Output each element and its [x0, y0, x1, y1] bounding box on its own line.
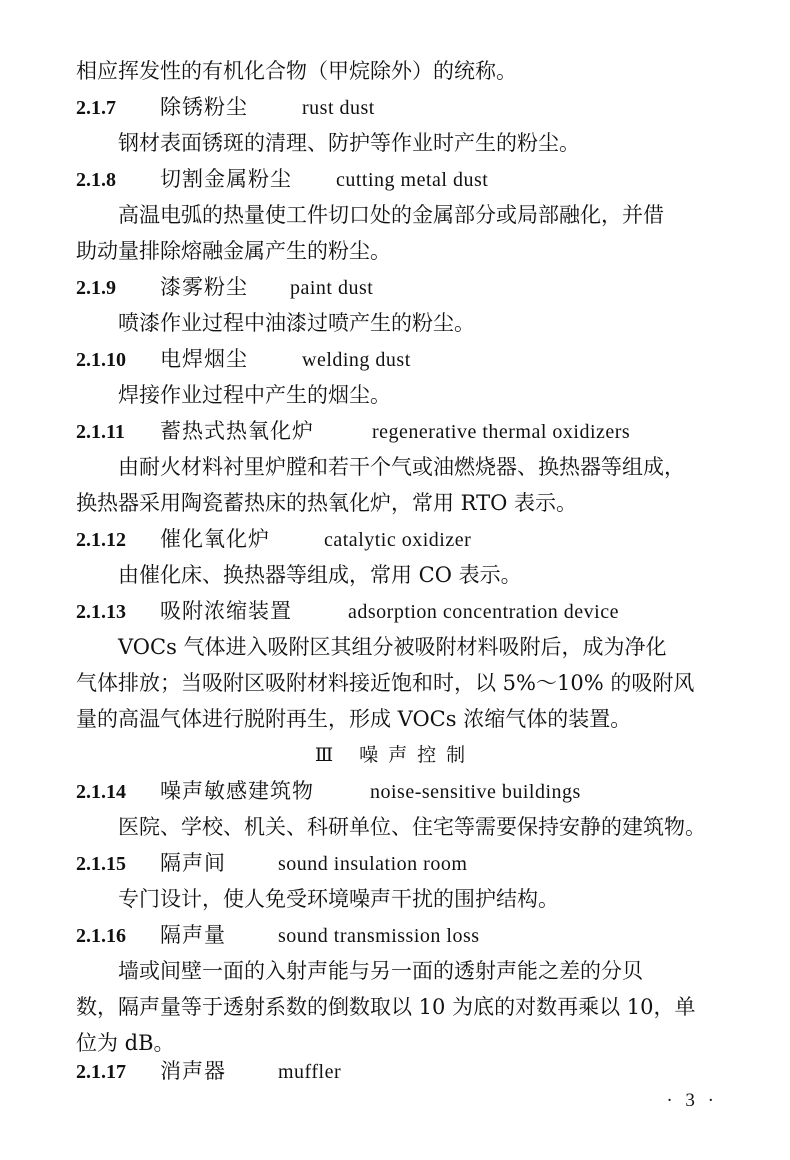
- term-heading: [0, 773, 790, 809]
- term-definition-line: 专门设计，使人免受环境噪声干扰的围护结构。: [118, 887, 559, 911]
- term-heading: [0, 1053, 790, 1089]
- term-definition-line: 高温电弧的热量使工件切口处的金属部分或局部融化，并借: [118, 203, 664, 227]
- term-chinese: 隔声量: [160, 923, 226, 947]
- term-heading: [0, 845, 790, 881]
- term-definition-line: 量的高温气体进行脱附再生，形成 VOCs 浓缩气体的装置。: [76, 707, 632, 731]
- term-definition-line: 换热器采用陶瓷蓄热床的热氧化炉，常用 RTO 表示。: [76, 491, 578, 515]
- term-chinese: 吸附浓缩装置: [160, 599, 292, 623]
- term-definition-line: 喷漆作业过程中油漆过喷产生的粉尘。: [118, 311, 475, 335]
- term-number: 2.1.15: [76, 853, 126, 875]
- term-number: 2.1.13: [76, 601, 126, 623]
- term-english: regenerative thermal oxidizers: [372, 421, 631, 443]
- term-chinese: 除锈粉尘: [160, 95, 248, 119]
- page-number: · 3 ·: [666, 1090, 718, 1111]
- term-chinese: 蓄热式热氧化炉: [160, 419, 314, 443]
- term-heading: [0, 413, 790, 449]
- term-definition-line: 墙或间壁一面的入射声能与另一面的透射声能之差的分贝: [118, 959, 643, 983]
- term-chinese: 隔声间: [160, 851, 226, 875]
- term-definition-line: 钢材表面锈斑的清理、防护等作业时产生的粉尘。: [118, 131, 580, 155]
- term-number: 2.1.11: [76, 421, 125, 443]
- term-chinese: 电焊烟尘: [160, 347, 248, 371]
- term-english: noise-sensitive buildings: [370, 781, 581, 803]
- term-number: 2.1.8: [76, 169, 116, 191]
- term-chinese: 催化氧化炉: [160, 527, 270, 551]
- term-number: 2.1.9: [76, 277, 116, 299]
- term-definition-line: 位为 dB。: [76, 1031, 175, 1055]
- intro-line: 相应挥发性的有机化合物（甲烷除外）的统称。: [76, 59, 517, 83]
- term-definition-line: 气体排放；当吸附区吸附材料接近饱和时，以 5%～10% 的吸附风: [76, 671, 695, 695]
- term-english: catalytic oxidizer: [324, 529, 472, 551]
- term-number: 2.1.17: [76, 1061, 126, 1083]
- term-english: cutting metal dust: [336, 169, 489, 191]
- term-definition-line: VOCs 气体进入吸附区其组分被吸附材料吸附后，成为净化: [118, 635, 667, 659]
- term-chinese: 噪声敏感建筑物: [160, 779, 314, 803]
- term-heading: [0, 521, 790, 557]
- term-english: welding dust: [302, 349, 411, 371]
- term-english: paint dust: [290, 277, 374, 299]
- term-number: 2.1.12: [76, 529, 126, 551]
- term-definition-line: 由催化床、换热器等组成，常用 CO 表示。: [118, 563, 522, 587]
- term-number: 2.1.7: [76, 97, 116, 119]
- term-chinese: 切割金属粉尘: [160, 167, 292, 191]
- term-number: 2.1.14: [76, 781, 126, 803]
- term-heading: [0, 593, 790, 629]
- term-definition-line: 由耐火材料衬里炉膛和若干个气或油燃烧器、换热器等组成，: [118, 455, 685, 479]
- term-definition-line: 医院、学校、机关、科研单位、住宅等需要保持安静的建筑物。: [118, 815, 706, 839]
- term-chinese: 消声器: [160, 1059, 226, 1083]
- term-number: 2.1.10: [76, 349, 126, 371]
- term-definition-line: 助动量排除熔融金属产生的粉尘。: [76, 239, 391, 263]
- term-chinese: 漆雾粉尘: [160, 275, 248, 299]
- term-english: rust dust: [302, 97, 375, 119]
- term-english: muffler: [278, 1061, 342, 1083]
- term-definition-line: 数，隔声量等于透射系数的倒数取以 10 为底的对数再乘以 10，单: [76, 995, 696, 1019]
- term-heading: [0, 89, 790, 125]
- term-heading: [0, 269, 790, 305]
- term-heading: [0, 341, 790, 377]
- term-heading: [0, 161, 790, 197]
- term-number: 2.1.16: [76, 925, 126, 947]
- term-english: sound insulation room: [278, 853, 468, 875]
- section-heading: Ⅲ 噪声控制: [314, 744, 476, 766]
- term-definition-line: 焊接作业过程中产生的烟尘。: [118, 383, 391, 407]
- term-heading: [0, 917, 790, 953]
- term-english: sound transmission loss: [278, 925, 480, 947]
- term-english: adsorption concentration device: [348, 601, 619, 623]
